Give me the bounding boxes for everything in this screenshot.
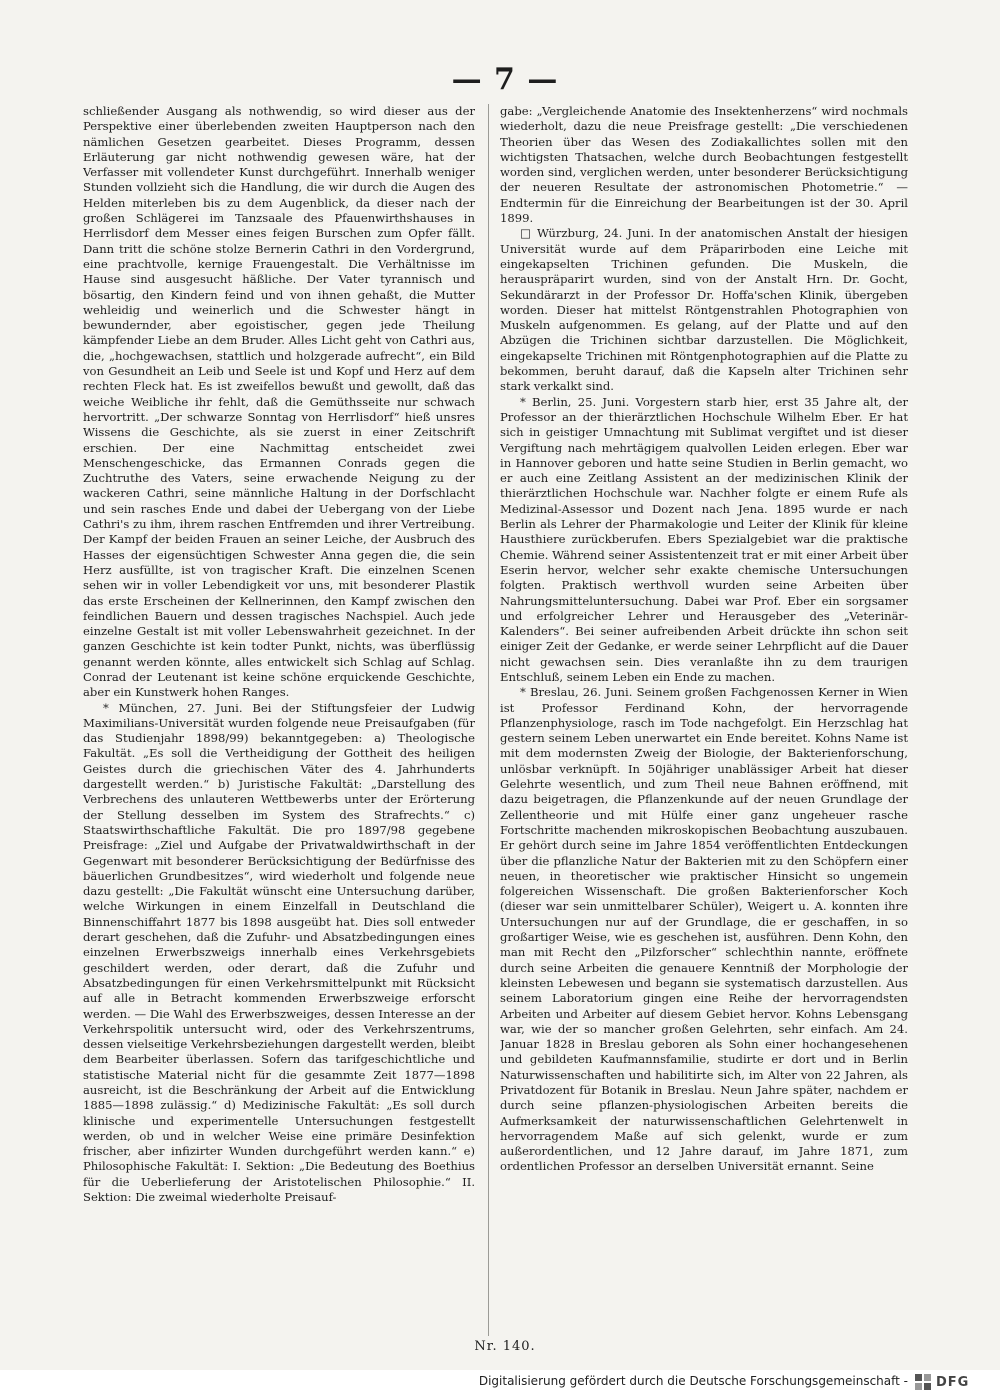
left-column bbox=[83, 104, 475, 1334]
news-item-muenchen: * München, 27. Juni. Bei der Stiftungsfeier der Ludwig Maximilians-Universität wurden folgende neue Preisaufgaben (für das Studienjahr 1898/99) bekanntgegeben: a) Theologische Fakultät. „Es soll die Vertheidigung der Gottheit des heiligen Geistes durch die griechischen Väter des 4. Jahrhunderts dargestellt werden.“ b) Juristische Fakultät: „Darstellung des Verbrechens des unlauteren Wettbewerbs unter der Erörterung der Stellung desselben im System des Strafrechts.“ c) Staatswirthschaftliche Fakultät. Die pro 1897/98 gegebene Preisfrage: „Ziel und Aufgabe der Privatwaldwirthschaft in der Gegenwart mit besonderer Berücksichtigung der Bedürfnisse des bäuerlichen Grundbesitzes“, wird wiederholt und folgende neue dazu gestellt: „Die Fakultät wünscht eine Untersuchung darüber, welche Wirkungen in einem Einzelfall in Deutschland die Binnenschiffahrt 1877 bis 1898 ausgeübt hat. Dies soll entweder derart geschehen, daß die Zufuhr- und Absatzbedingungen eines einzelnen Erwerbszweigs innerhalb eines Verkehrsgebiets geschildert werden, oder derart, daß die Zufuhr und Absatzbedingungen für einen Verkehrsmittelpunkt mit Rücksicht auf alle in Betracht kommenden Erwerbszweige erforscht werden. — Die Wahl des Erwerbszweiges, dessen Interesse an der Verkehrspolitik untersucht wird, oder des Verkehrszentrums, dessen vielseitige Verkehrsbeziehungen dargestellt werden, bleibt dem Bearbeiter überlassen. Sofern das tarifgeschichtliche und statistische Material nicht für die gesammte Zeit 1877—1898 ausreicht, ist die Beschränkung der Arbeit auf die Entwicklung 1885—1898 zulässig.“ d) Medizinische Fakultät: „Es soll durch klinische und experimentelle Untersuchungen festgestellt werden, ob und in welcher Weise eine primäre Desinfektion frischer, aber infizirter Wunden durchgeführt werden kann.“ e) Philosophische Fakultät: I. Sektion: „Die Bedeutung des Boethius für die Ueberlieferung der Aristotelischen Philosophie.“ II. Sektion: Die zweimal wiederholte Preisauf- bbox=[83, 700, 475, 1205]
news-item-breslau: * Breslau, 26. Juni. Seinem großen Fachgenossen Kerner in Wien ist Professor Ferdinand Kohn, der hervorragende Pflanzenphysiologe, rasch im Tode nachgefolgt. Ein Herzschlag hat gestern seinem Leben unerwartet ein Ende bereitet. Kohns Name ist mit dem modernsten Zweig der Biologie, der Bakterienforschung, unlösbar verknüpft. In 50jähriger unablässiger Arbeit hat dieser Gelehrte wesentlich, und zum Theil neue Bahnen eröffnend, mit dazu beigetragen, die Pflanzenkunde auf der neuen Grundlage der Zellentheorie und mit Hülfe einer ganz ungeheuer rasche Fortschritte machenden mikroskopischen Beobachtung auszubauen. Er gehört durch seine im Jahre 1854 veröffentlichten Entdeckungen über die pflanzliche Natur der Bakterien mit zu den Schöpfern einer neuen, in theoretischer wie praktischer Hinsicht so ungemein folgereichen Wissenschaft. Die großen Bakterienforscher Koch (dieser war sein unmittelbarer Schüler), Weigert u. A. konnten ihre Untersuchungen nur auf der Grundlage, die er geschaffen, in so großartiger Weise, wie es geschehen ist, ausführen. Denn Kohn, den man mit Recht den „Pilzforscher“ schlechthin nannte, eröffnete durch seine Arbeiten die genauere Kenntniß der Morphologie der kleinsten Lebewesen und begann sie systematisch darzustellen. Aus seinem Laboratorium gingen eine Reihe der hervorragendsten Arbeiten und Arbeiter auf diesem Gebiet hervor. Kohns Lebensgang war, wie der so mancher großen Gelehrten, sehr einfach. Am 24. Januar 1828 in Breslau geboren als Sohn einer hochangesehenen und gebildeten Kaufmannsfamilie, studirte er dort und in Berlin Naturwissenschaften und habilitirte sich, im Alter von 22 Jahren, als Privatdozent für Botanik in Breslau. Neun Jahre später, nachdem er durch seine pflanzen-physiologischen Arbeiten bereits die Aufmerksamkeit der naturwissenschaftlichen Gelehrtenwelt in hervorragendem Maße auf sich gelenkt, wurde er zum außerordentlichen, und 12 Jahre darauf, im Jahre 1871, zum ordentlichen Professor an derselben Universität ernannt. Seine bbox=[500, 685, 908, 1174]
footer-credit: Digitalisierung gefördert durch die Deutsche Forschungsgemeinschaft - bbox=[478, 1374, 908, 1388]
right-column bbox=[500, 104, 908, 1334]
news-item-wuerzburg: □ Würzburg, 24. Juni. In der anatomischen Anstalt der hiesigen Universität wurde auf dem Präparirboden eine Leiche mit eingekapselten Trichinen gefunden. Die Muskeln, die herauspräparirt wurden, sind von der Anstalt Hrn. Dr. Gocht, Sekundärarzt in der Professor Dr. Hoffa'schen Klinik, übergeben worden. Dieser hat mittelst Röntgenstrahlen Photographien von Muskeln aufgenommen. Es gelang, auf der Platte und auf den Abzügen die Trichinen sichtbar darzustellen. Die Möglichkeit, eingekapselte Trichinen mit Röntgenphotographien auf die Platte zu bekommen, beruht darauf, daß die Kapseln alter Trichinen sehr stark verkalkt sind. bbox=[500, 226, 908, 394]
news-item-berlin: * Berlin, 25. Juni. Vorgestern starb hier, erst 35 Jahre alt, der Professor an der thierärztlichen Hochschule Wilhelm Eber. Er hat sich in geistiger Umnachtung mit Sublimat vergiftet und ist dieser Vergiftung nach mehrtägigem qualvollen Leiden erlegen. Eber war in Hannover geboren und hatte seine Studien in Berlin gemacht, wo er auch eine Zeitlang Assistent an der medizinischen Klinik der thierärztlichen Hochschule war. Nachher folgte er einem Rufe als Medizinal-Assessor und Dozent nach Jena. 1895 wurde er nach Berlin als Lehrer der Pharmakologie und Leiter der Klinik für kleine Hausthiere zurückberufen. Ebers Spezialgebiet war die praktische Chemie. Während seiner Assistentenzeit trat er mit einer Arbeit über Eserin hervor, welcher sehr exakte chemische Untersuchungen folgten. Praktisch werthvoll wurden seine Arbeiten über Nahrungsmitteluntersuchung. Dabei war Prof. Eber ein sorgsamer und erfolgreicher Lehrer und Herausgeber des „Veterinär-Kalenders“. Bei seiner aufreibenden Arbeit drückte ihn schon seit einiger Zeit der Gedanke, er werde seiner Lehrpflicht auf die Dauer nicht gewachsen sein. Dies veranlaßte ihn zu dem traurigen Entschluß, seinem Leben ein Ende zu machen. bbox=[500, 394, 908, 684]
article-paragraph: schließender Ausgang als nothwendig, so wird dieser aus der Perspektive einer überlebenden zweiten Hauptperson nach den nämlichen Gesetzen gearbeitet. Dieses Programm, dessen Erläuterung gar nicht nothwendig gewesen wäre, hat der Verfasser mit vollendeter Kunst durchgeführt. Innerhalb weniger Stunden vollzieht sich die Handlung, die wir durch die Augen des Helden miterleben bis zu dem Augenblick, da dieser nach der großen Schlägerei im Tanzsaale des Pfauenwirthshauses in Herrlisdorf dem Messer eines feigen Burschen zum Opfer fällt. Dann tritt die schöne stolze Bernerin Cathri in den Vordergrund, eine prachtvolle, kernige Frauengestalt. Die Verhältnisse im Hause sind ausgesucht häßliche. Der Vater tyrannisch und bösartig, den Kindern feind und von ihnen gehaßt, die Mutter wehleidig und weinerlich und die Schwester hängt in bewundernder, aber egoistischer, gegen jede Theilung kämpfender Liebe an dem Bruder. Alles Licht geht von Cathri aus, die, „hochgewachsen, stattlich und holzgerade aufrecht“, ein Bild von Gesundheit an Leib und Seele ist und Kopf und Herz auf dem rechten Fleck hat. Es ist zweifellos bewußt und gewollt, daß das weiche Weibliche ihr fehlt, daß die Gemüthsseite nur schwach hervortritt. „Der schwarze Sonntag von Herrlisdorf“ hieß unsres Wissens die Geschichte, als sie zuerst in einer Zeitschrift erschien. Der eine Nachmittag entscheidet zwei Menschengeschicke, das Ermannen Conrads gegen die Zuchtruthe des Vaters, seine erwachende Neigung zu der wackeren Cathri, seine männliche Haltung in der Dorfschlacht und sein rasches Ende und dabei der Uebergang von der Liebe Cathri's zu ihm, ihrem raschen Entfremden und ihrer Vertreibung. Der Kampf der beiden Frauen an seiner Leiche, der Ausbruch des Hasses der eigensüchtigen Schwester Anna gegen die, die sein Herz ausfüllte, ist von tragischer Kraft. Die einzelnen Scenen sehen wir in voller Lebendigkeit vor uns, mit besonderer Plastik das erste Erscheinen der Kellnerinnen, den Kampf zwischen den feindlichen Bauern und dessen tragisches Nachspiel. Auch jede einzelne Gestalt ist mit voller Lebenswahrheit gezeichnet. In der ganzen Geschichte ist kein todter Punkt, nichts, was überflüssig genannt werden könnte, alles entwickelt sich Schlag auf Schlag. Conrad der Leutenant ist keine schöne erquickende Geschichte, aber ein Kunstwerk hohen Ranges. bbox=[83, 104, 475, 700]
page-number: — 7 — bbox=[451, 62, 559, 97]
dfg-logo-text: DFG bbox=[936, 1374, 970, 1390]
digitization-footer bbox=[0, 1370, 1000, 1395]
article-paragraph: gabe: „Vergleichende Anatomie des Insektenherzens“ wird nochmals wiederholt, dazu die neue Preisfrage gestellt: „Die verschiedenen Theorien über das Wesen des Zodiakallichtes sollen mit den wichtigsten Thatsachen, welche durch Beobachtungen festgestellt worden sind, verglichen werden, unter besonderer Berücksichtigung der neueren Resultate der astronomischen Photometrie.“ — Endtermin für die Einreichung der Bearbeitungen ist der 30. April 1899. bbox=[500, 104, 908, 226]
column-divider bbox=[488, 104, 489, 1336]
dfg-logo bbox=[914, 1373, 992, 1391]
issue-number: Nr. 140. bbox=[474, 1339, 536, 1354]
dfg-logo-icon bbox=[914, 1373, 932, 1391]
